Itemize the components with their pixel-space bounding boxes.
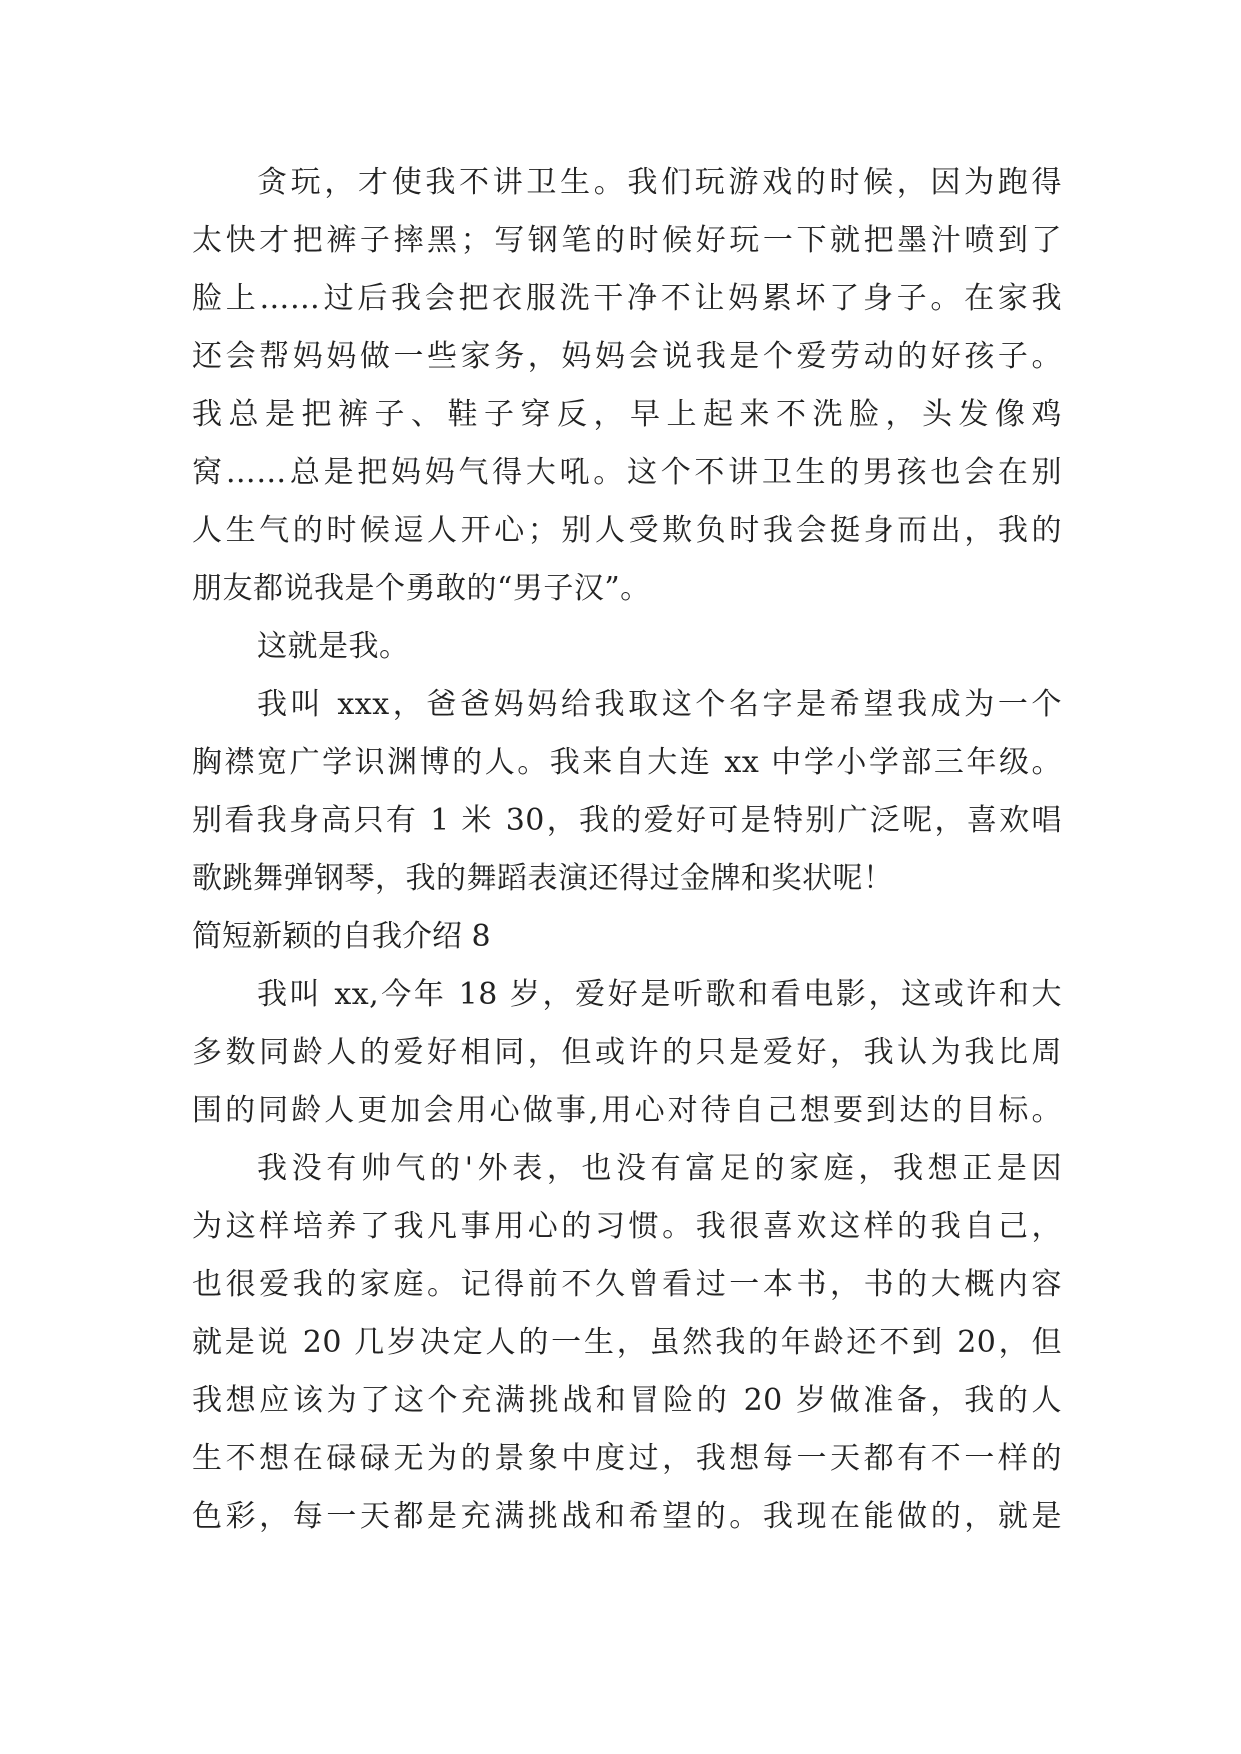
text-line: 多数同龄人的爱好相同，但或许的只是爱好，我认为我比周 (192, 1035, 1062, 1070)
text-line: 还会帮妈妈做一些家务，妈妈会说我是个爱劳动的好孩子。 (192, 339, 1062, 374)
text-line: 窝……总是把妈妈气得大吼。这个不讲卫生的男孩也会在别 (192, 455, 1062, 490)
text-line: 也很爱我的家庭。记得前不久曾看过一本书，书的大概内容 (192, 1267, 1062, 1302)
text-line: 围的同龄人更加会用心做事,用心对待自己想要到达的目标。 (192, 1093, 1062, 1128)
text-line: 我想应该为了这个充满挑战和冒险的 20 岁做准备，我的人 (192, 1383, 1062, 1418)
text-line: 我叫 xxx，爸爸妈妈给我取这个名字是希望我成为一个 (257, 687, 1062, 722)
text-line: 我总是把裤子、鞋子穿反，早上起来不洗脸，头发像鸡 (192, 397, 1062, 432)
text-line: 这就是我。 (257, 629, 410, 664)
text-line: 朋友都说我是个勇敢的“男子汉”。 (192, 571, 651, 606)
section-heading: 简短新颖的自我介绍 8 (192, 919, 491, 954)
text-line: 我叫 xx,今年 18 岁，爱好是听歌和看电影，这或许和大 (257, 977, 1062, 1012)
text-line: 我没有帅气的'外表，也没有富足的家庭，我想正是因 (257, 1151, 1062, 1186)
text-line: 就是说 20 几岁决定人的一生，虽然我的年龄还不到 20，但 (192, 1325, 1062, 1360)
text-line: 歌跳舞弹钢琴，我的舞蹈表演还得过金牌和奖状呢！ (192, 861, 894, 896)
text-line: 太快才把裤子摔黑；写钢笔的时候好玩一下就把墨汁喷到了 (192, 223, 1062, 258)
text-line: 为这样培养了我凡事用心的习惯。我很喜欢这样的我自己， (192, 1209, 1062, 1244)
text-line: 色彩，每一天都是充满挑战和希望的。我现在能做的，就是 (192, 1499, 1062, 1534)
text-line: 生不想在碌碌无为的景象中度过，我想每一天都有不一样的 (192, 1441, 1062, 1476)
text-line: 脸上……过后我会把衣服洗干净不让妈累坏了身子。在家我 (192, 281, 1062, 316)
text-line: 人生气的时候逗人开心；别人受欺负时我会挺身而出，我的 (192, 513, 1062, 548)
text-line: 胸襟宽广学识渊博的人。我来自大连 xx 中学小学部三年级。 (192, 745, 1062, 780)
text-line: 别看我身高只有 1 米 30，我的爱好可是特别广泛呢，喜欢唱 (192, 803, 1062, 838)
text-line: 贪玩，才使我不讲卫生。我们玩游戏的时候，因为跑得 (257, 165, 1062, 200)
